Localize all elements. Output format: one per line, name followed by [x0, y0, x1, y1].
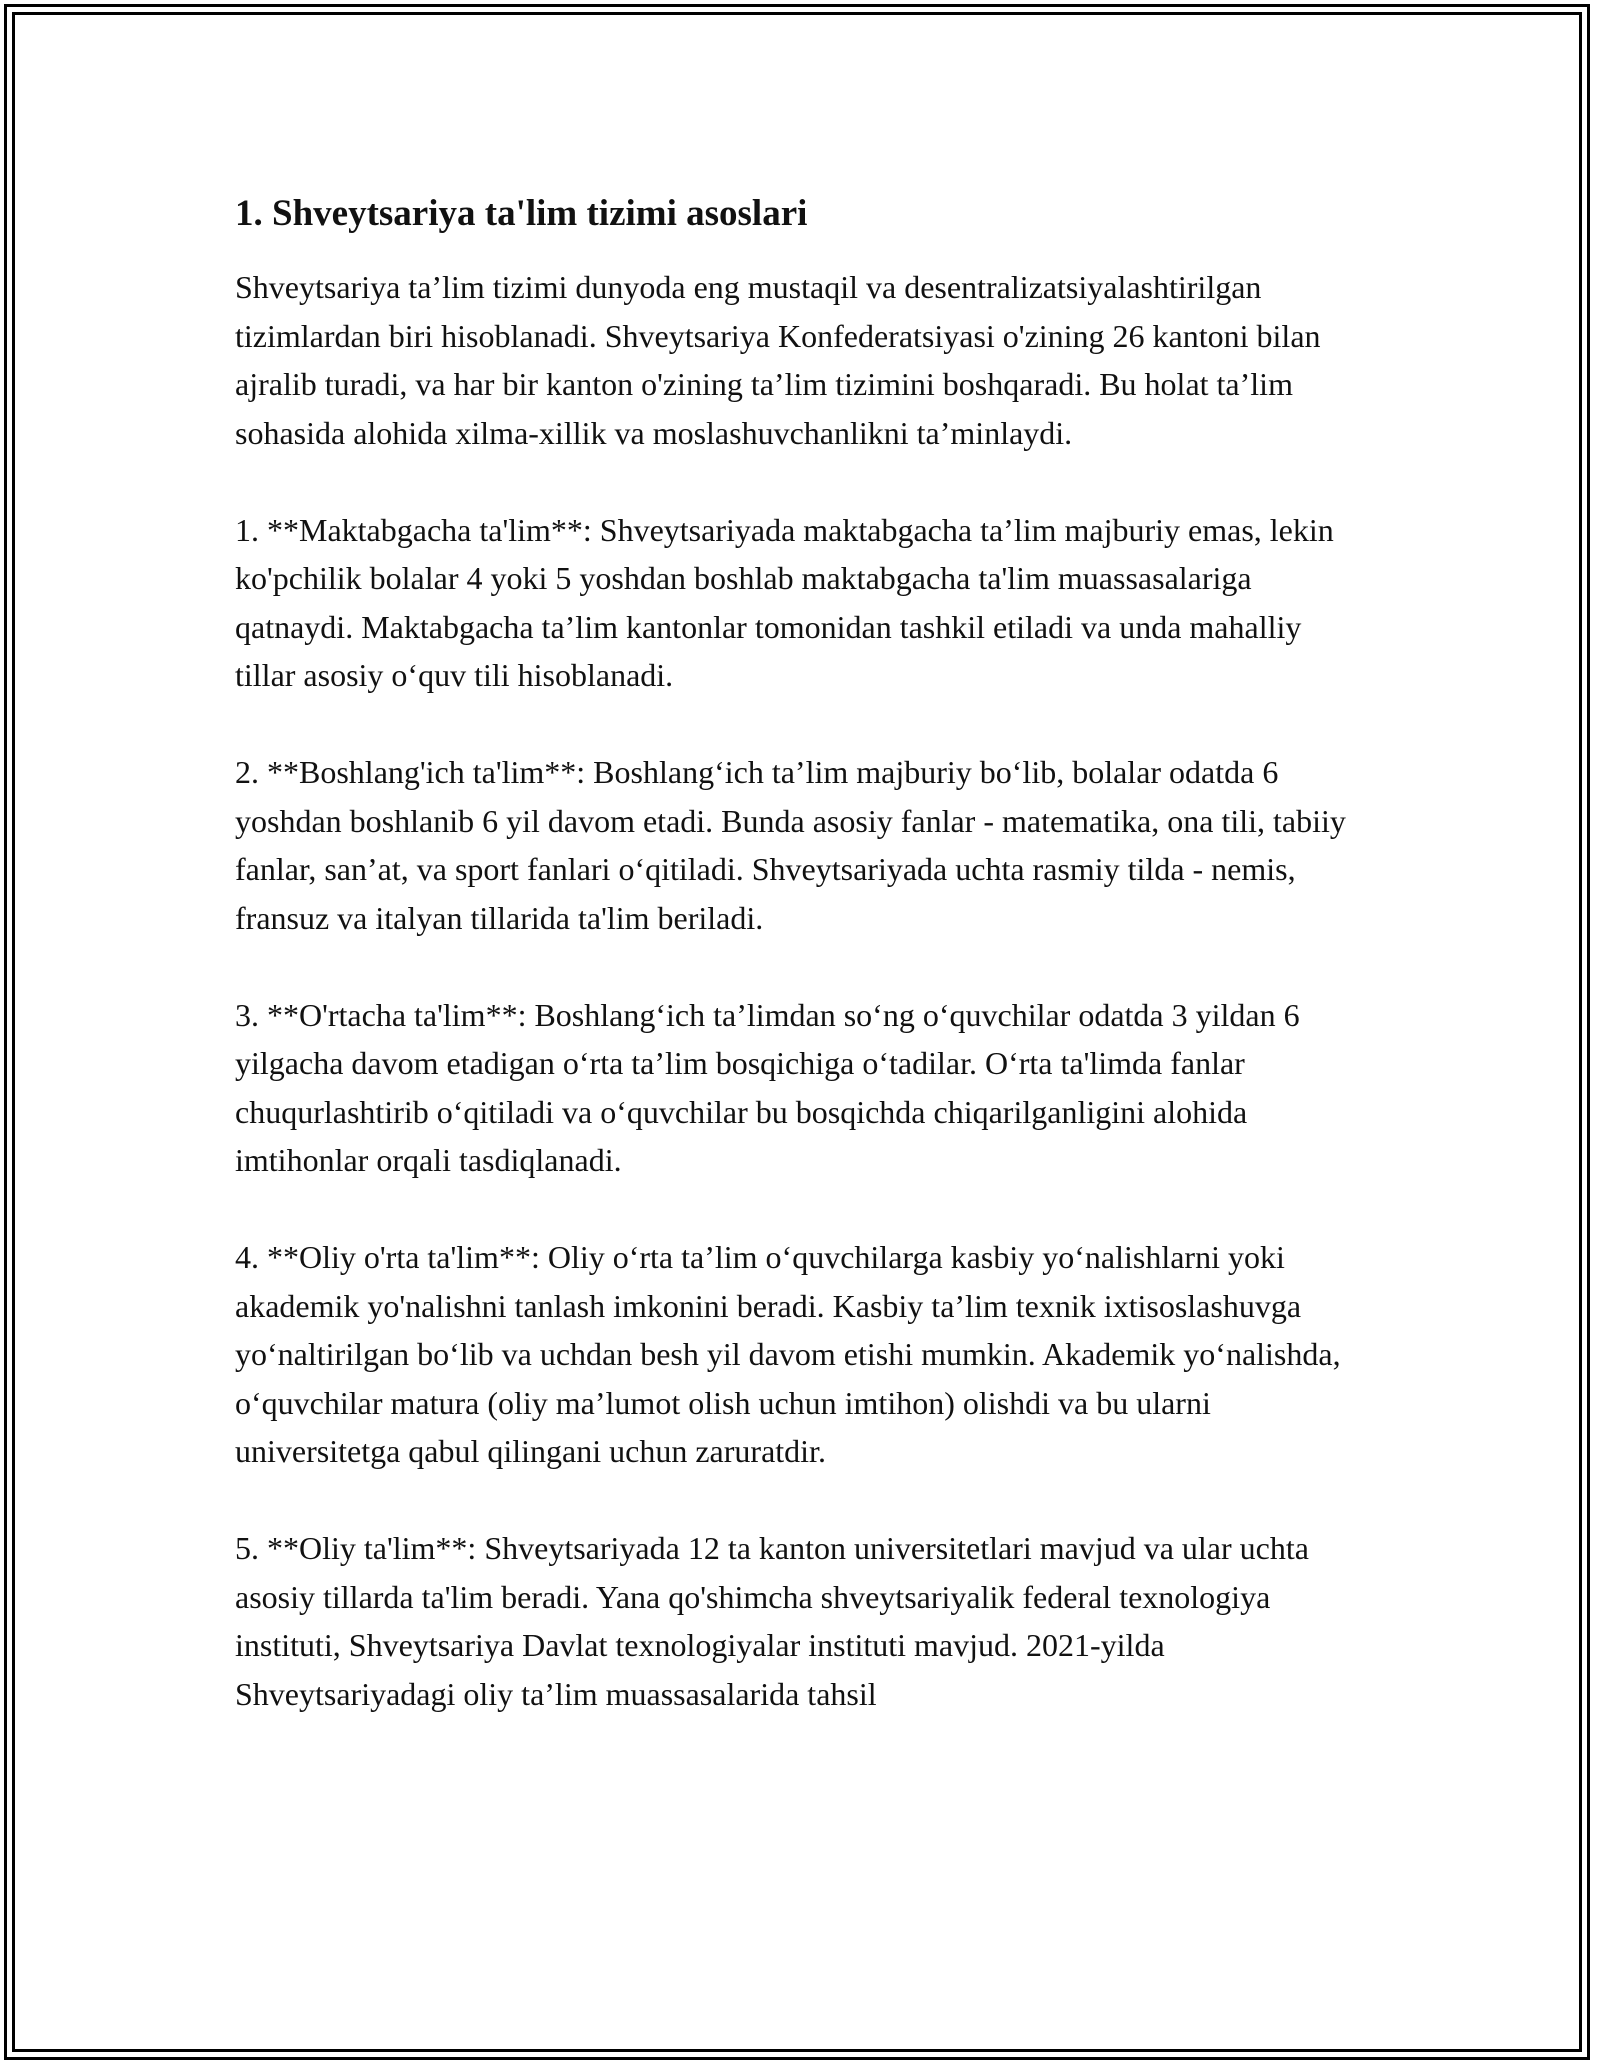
document-body	[235, 185, 1365, 1767]
list-item-higher: 5. **Oliy ta'lim**: Shveytsariyada 12 ta kanton universitetlari mavjud va ular uchta asosiy tillarda ta'lim beradi. Yana qo'shimcha shveytsariyalik federal texnologiya instituti, Shveytsariya Davlat texnologiyalar instituti mavjud. 2021-yilda Shveytsariyadagi oliy ta’lim muassasalarida tahsil	[235, 1530, 1309, 1712]
list-item-secondary: 3. **O'rtacha ta'lim**: Boshlang‘ich ta’limdan so‘ng o‘quvchilar odatda 3 yildan 6 yilgacha davom etadigan o‘rta ta’lim bosqichiga o‘tadilar. O‘rta ta'limda fanlar chuqurlashtirib o‘qitiladi va o‘quvchilar bu bosqichda chiqarilganligini alohida imtihonlar orqali tasdiqlanadi.	[235, 996, 1300, 1178]
intro-paragraph: Shveytsariya ta’lim tizimi dunyoda eng mustaqil va desentralizatsiyalashtirilgan tizimlardan biri hisoblanadi. Shveytsariya Konfederatsiyasi o'zining 26 kantoni bilan ajralib turadi, va har bir kanton o'zining ta’lim tizimini boshqaradi. Bu holat ta’lim sohasida alohida xilma-xillik va moslashuvchanlikni ta’minlaydi.	[235, 269, 1321, 451]
list-item-primary: 2. **Boshlang'ich ta'lim**: Boshlang‘ich ta’lim majburiy bo‘lib, bolalar odatda 6 yoshdan boshlanib 6 yil davom etadi. Bunda asosiy fanlar - matematika, ona tili, tabiiy fanlar, san’at, va sport fanlari o‘qitiladi. Shveytsariyada uchta rasmiy tilda - nemis, fransuz va italyan tillarida ta'lim beriladi.	[235, 754, 1346, 936]
section-heading: 1. Shveytsariya ta'lim tizimi asoslari	[235, 193, 808, 234]
list-item-upper-secondary: 4. **Oliy o'rta ta'lim**: Oliy o‘rta ta’lim o‘quvchilarga kasbiy yo‘nalishlarni yoki akademik yo'nalishni tanlash imkonini beradi. Kasbiy ta’lim texnik ixtisoslashuvga yo‘naltirilgan bo‘lib va uchdan besh yil davom etishi mumkin. Akademik yo‘nalishda, o‘quvchilar matura (oliy ma’lumot olish uchun imtihon) olishdi va bu ularni universitetga qabul qilingani uchun zaruratdir.	[235, 1239, 1341, 1469]
list-item-preschool: 1. **Maktabgacha ta'lim**: Shveytsariyada maktabgacha ta’lim majburiy emas, lekin ko'pchilik bolalar 4 yoki 5 yoshdan boshlab maktabgacha ta'lim muassasalariga qatnaydi. Maktabgacha ta’lim kantonlar tomonidan tashkil etiladi va unda mahalliy tillar asosiy o‘quv tili hisoblanadi.	[235, 511, 1334, 693]
